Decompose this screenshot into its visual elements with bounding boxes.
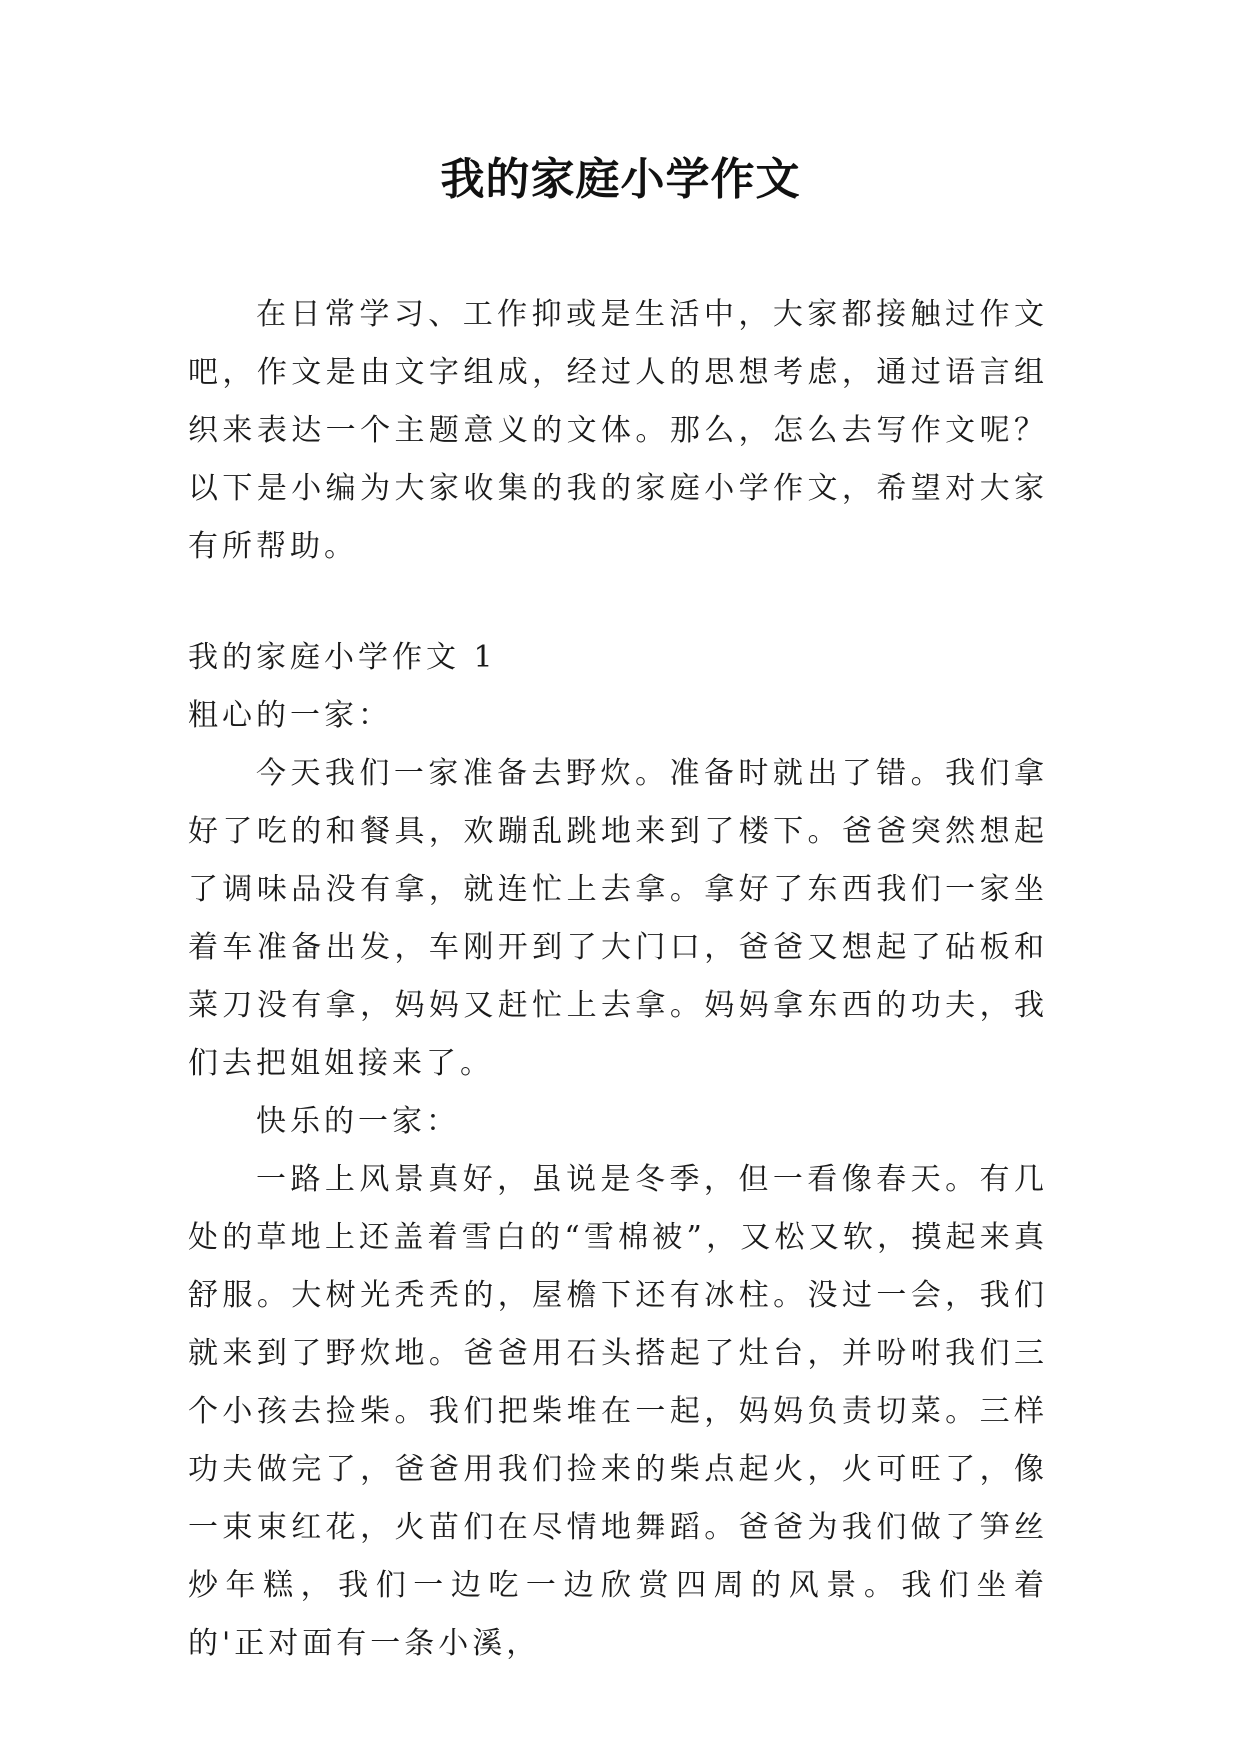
document-title: 我的家庭小学作文 [440, 154, 801, 205]
paragraph-happy-family: 一路上风景真好，虽说是冬季，但一看像春天。有几处的草地上还盖着雪白的“雪棉被”，又松又软，摸起来真舒服。大树光秃秃的，屋檐下还有冰柱。没过一会，我们就来到了野炊地。爸爸用石头搭起了灶台，并吩咐我们三个小孩去捡柴。我们把柴堆在一起，妈妈负责切菜。三样功夫做完了，爸爸用我们捡来的柴点起火，火可旺了，像一束束红花，火苗们在尽情地舞蹈。爸爸为我们做了笋丝炒年糕，我们一边吃一边欣赏四周的风景。我们坐着的'正对面有一条小溪， [188, 1162, 1048, 1661]
subheading-happy-family: 快乐的一家： [256, 1104, 460, 1139]
subheading-careless-family: 粗心的一家： [188, 698, 392, 733]
section-heading: 我的家庭小学作文 1 [188, 640, 497, 675]
intro-paragraph: 在日常学习、工作抑或是生活中，大家都接触过作文吧，作文是由文字组成，经过人的思想考虑，通过语言组织来表达一个主题意义的文体。那么，怎么去写作文呢？以下是小编为大家收集的我的家庭小学作文，希望对大家有所帮助。 [188, 297, 1048, 564]
paragraph-careless-family: 今天我们一家准备去野炊。准备时就出了错。我们拿好了吃的和餐具，欢蹦乱跳地来到了楼下。爸爸突然想起了调味品没有拿，就连忙上去拿。拿好了东西我们一家坐着车准备出发，车刚开到了大门口，爸爸又想起了砧板和菜刀没有拿，妈妈又赶忙上去拿。妈妈拿东西的功夫，我们去把姐姐接来了。 [188, 756, 1048, 1081]
document-body [188, 286, 1048, 1673]
paragraph-spacer [188, 576, 1048, 629]
